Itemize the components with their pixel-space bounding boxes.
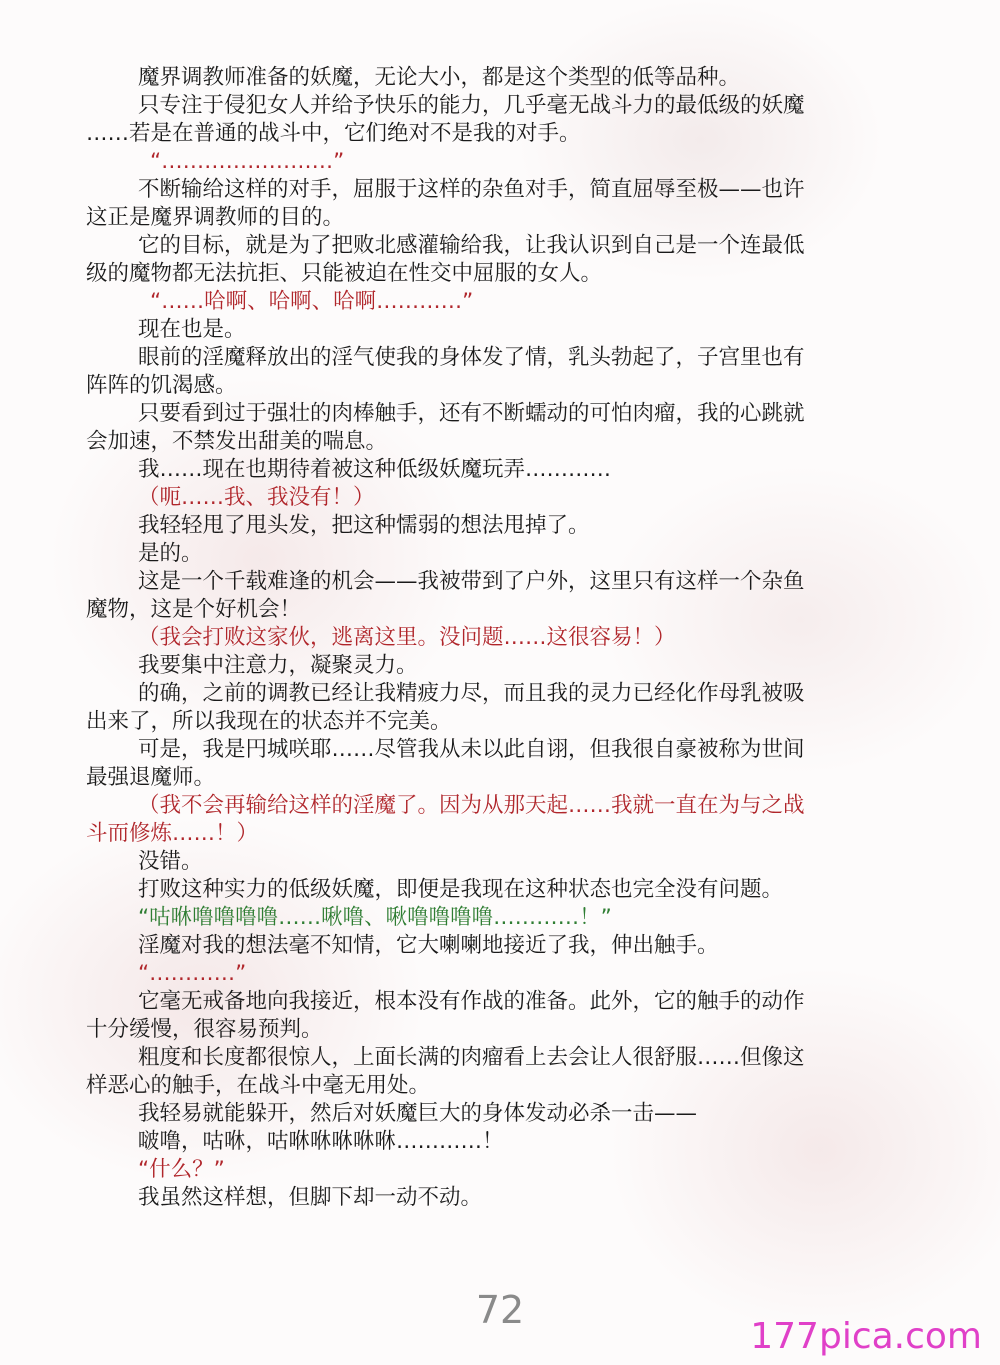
text-line: 这正是魔界调教师的目的。 xyxy=(86,205,345,230)
text-line: “……哈啊、哈啊、哈啊…………” xyxy=(150,289,474,314)
text-line: 它的目标，就是为了把败北感灌输给我，让我认识到自己是一个连最低 xyxy=(138,233,805,258)
text-line: 样恶心的触手，在战斗中毫无用处。 xyxy=(86,1073,431,1098)
text-line: 只专注于侵犯女人并给予快乐的能力，几乎毫无战斗力的最低级的妖魔 xyxy=(138,93,805,118)
text-line: 斗而修炼……！） xyxy=(86,821,259,846)
text-line: 最强退魔师。 xyxy=(86,765,216,790)
text-line: 我轻轻甩了甩头发，把这种懦弱的想法甩掉了。 xyxy=(138,513,590,538)
text-line: “…………” xyxy=(138,961,247,986)
text-line: “什么？” xyxy=(138,1157,225,1182)
text-line: 这是一个千载难逢的机会——我被带到了户外，这里只有这样一个杂鱼 xyxy=(138,569,805,594)
text-line: 淫魔对我的想法毫不知情，它大喇喇地接近了我，伸出触手。 xyxy=(138,933,719,958)
text-line: （我会打败这家伙，逃离这里。没问题……这很容易！） xyxy=(138,625,676,650)
text-line: 是的。 xyxy=(138,541,203,566)
text-line: 会加速，不禁发出甜美的喘息。 xyxy=(86,429,388,454)
text-line: 的确，之前的调教已经让我精疲力尽，而且我的灵力已经化作母乳被吸 xyxy=(138,681,805,706)
text-line: 没错。 xyxy=(138,849,203,874)
text-line: 我虽然这样想，但脚下却一动不动。 xyxy=(138,1185,483,1210)
text-line: 眼前的淫魔释放出的淫气使我的身体发了情，乳头勃起了，子宫里也有 xyxy=(138,345,805,370)
page-number: 72 xyxy=(475,1288,525,1332)
text-line: ……若是在普通的战斗中，它们绝对不是我的对手。 xyxy=(86,121,581,146)
text-line: “……………………” xyxy=(150,149,345,174)
text-line: 不断输给这样的对手，屈服于这样的杂鱼对手，简直屈辱至极——也许 xyxy=(138,177,805,202)
novel-text xyxy=(86,64,914,1212)
text-line: 出来了，所以我现在的状态并不完美。 xyxy=(86,709,452,734)
text-line: 啵噜，咕咻，咕咻咻咻咻咻…………！ xyxy=(138,1129,504,1154)
text-line: 魔界调教师准备的妖魔，无论大小，都是这个类型的低等品种。 xyxy=(138,65,741,90)
text-line: 我要集中注意力，凝聚灵力。 xyxy=(138,653,418,678)
text-line: 我轻易就能躲开，然后对妖魔巨大的身体发动必杀一击—— xyxy=(138,1101,698,1126)
text-line: 十分缓慢，很容易预判。 xyxy=(86,1017,323,1042)
text-line: 我……现在也期待着被这种低级妖魔玩弄………… xyxy=(138,457,612,482)
text-line: 魔物，这是个好机会！ xyxy=(86,597,302,622)
text-line: 可是，我是円城咲耶……尽管我从未以此自诩，但我很自豪被称为世间 xyxy=(138,737,805,762)
text-line: 级的魔物都无法抗拒、只能被迫在性交中屈服的女人。 xyxy=(86,261,603,286)
text-line: 它毫无戒备地向我接近，根本没有作战的准备。此外，它的触手的动作 xyxy=(138,989,805,1014)
text-line: （我不会再输给这样的淫魔了。因为从那天起……我就一直在为与之战 xyxy=(138,793,805,818)
text-line: 打败这种实力的低级妖魔，即便是我现在这种状态也完全没有问题。 xyxy=(138,877,784,902)
text-line: 粗度和长度都很惊人，上面长满的肉瘤看上去会让人很舒服……但像这 xyxy=(138,1045,805,1070)
watermark: 177pica.com xyxy=(750,1316,982,1357)
text-line: 阵阵的饥渴感。 xyxy=(86,373,237,398)
text-line: 只要看到过于强壮的肉棒触手，还有不断蠕动的可怕肉瘤，我的心跳就 xyxy=(138,401,805,426)
text-line: 现在也是。 xyxy=(138,317,246,342)
text-line: “咕咻噜噜噜噜……啾噜、啾噜噜噜噜…………！” xyxy=(138,905,612,930)
text-line: （呃……我、我没有！） xyxy=(138,485,375,510)
